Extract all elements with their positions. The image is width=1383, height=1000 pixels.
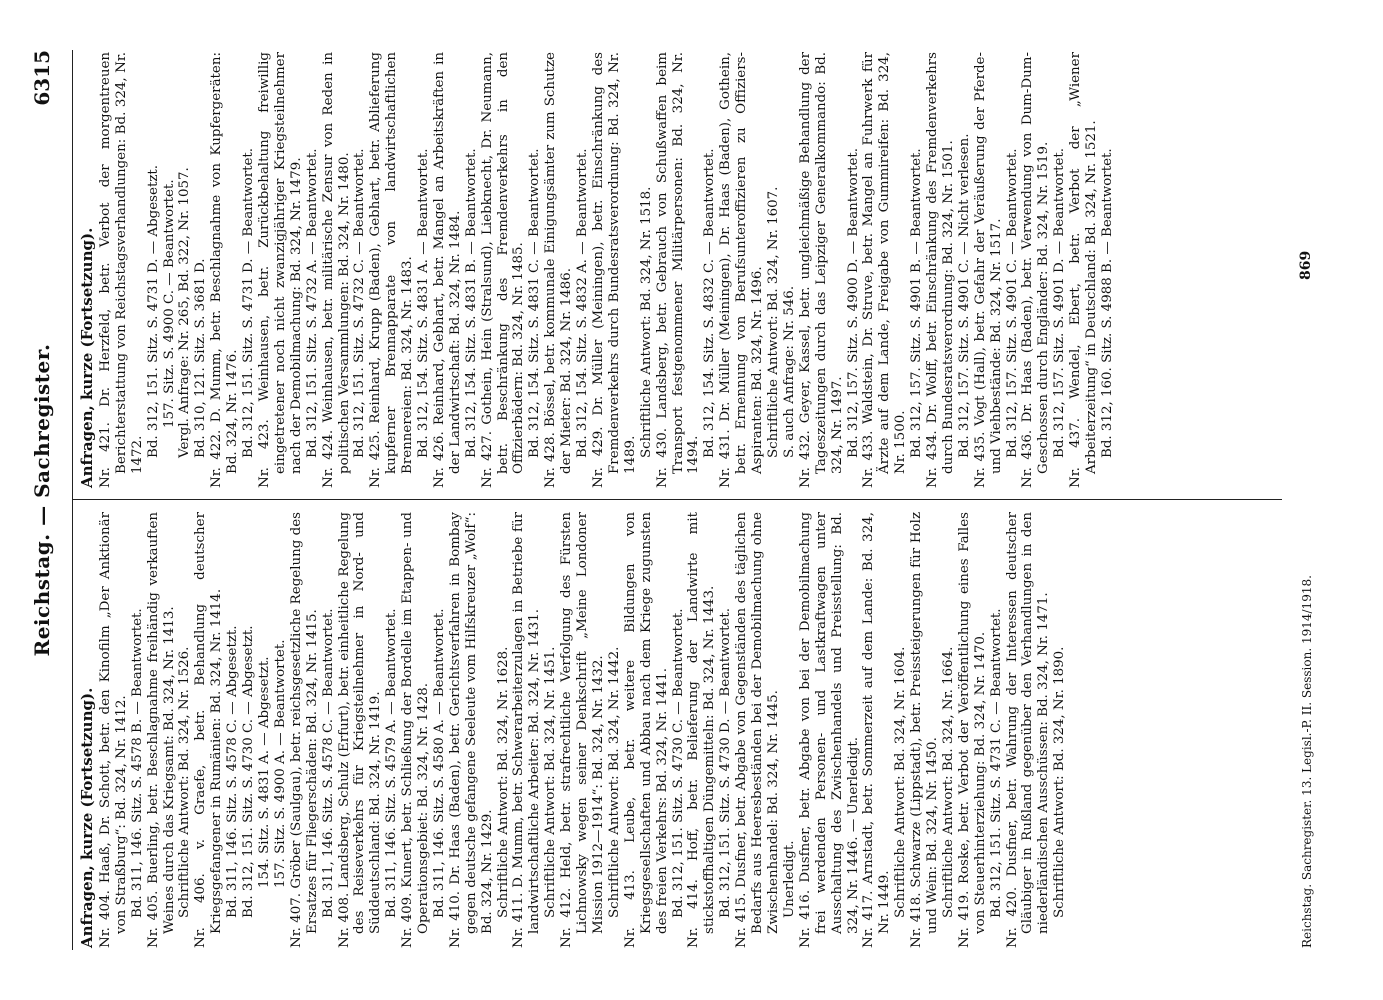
index-reference: Bd. 311, 146. Sitz. S. 4578 B. — Beantwortet.: [129, 608, 145, 918]
index-entry: Nr. 427. Gothein, Hein (Stralsund), Liebknecht, Dr. Neumann, betr. Beschränkung des Fremdenverkehrs in den Offizierbädern: Bd. 324, Nr. 1485.: [479, 52, 527, 488]
index-reference: S. auch Anfrage: Nr. 546.: [781, 285, 797, 458]
index-reference: Bd. 312, 154. Sitz. S. 4831 A. — Beantwortet.: [416, 148, 432, 458]
index-reference: Bd. 312, 154. Sitz. S. 4832 A. — Beantwortet.: [575, 148, 591, 458]
index-entry: Nr. 414. Hoff, betr. Belieferung der Landwirte mit stickstoffhaltigen Düngemitteln: Bd. 324, Nr. 1443.: [686, 512, 718, 948]
index-entry: Nr. 409. Kunert, betr. Schließung der Bordelle im Etappen- und Operationsgebiet: Bd. 324, Nr. 1428.: [400, 512, 432, 948]
index-entry: Nr. 417. Arnstadt, betr. Sommerzeit auf dem Lande: Bd. 324, Nr. 1449.: [861, 512, 893, 948]
index-entry: Nr. 421. Dr. Herzfeld, betr. Verbot der morgentreuen Berichterstattung von Reichstagsverhandlungen: Bd. 324, Nr. 1472.: [97, 52, 145, 488]
left-entries: [98, 512, 1068, 948]
index-reference: Bd. 312, 157. Sitz. S. 4901 C. — Nicht verlesen.: [956, 133, 972, 458]
index-entry: Nr. 433. Waldstein, Dr. Struve, betr. Mangel an Fuhrwerk für Ärzte auf dem Lande, Freigabe von Gummireifen: Bd. 324, Nr. 1500.: [861, 52, 909, 488]
index-entry: Nr. 420. Dusfner, betr. Wahrung der Interessen deutscher Gläubiger in Rußland gegenüber den Verhandlungen in den niederländischen Ausschüssen: Bd. 324, Nr. 1471.: [1004, 512, 1052, 948]
section-title: Anfragen, kurze (Fortsetzung).: [78, 687, 96, 948]
index-reference: Bd. 312, 157. Sitz. S. 4901 B. — Beantwortet.: [909, 148, 925, 458]
index-entry: Nr. 429. Dr. Müller (Meiningen), betr. Einschränkung des Fremdenverkehrs durch Bundesratsverordnung: Bd. 324, Nr. 1489.: [591, 52, 638, 488]
index-entry: Nr. 406. v. Graefe, betr. Behandlung deutscher Kriegsgefangener in Rumänien: Bd. 324, Nr. 1414.: [193, 512, 225, 948]
index-entry: Nr. 428. Bössel, betr. kommunale Einigungsämter zum Schutze der Mieter: Bd. 324, Nr. 1486.: [543, 52, 575, 488]
index-entry: Nr. 405. Buerling, betr. Beschlagnahme freihändig verkauften Weines durch das Kriegsamt: Bd. 324, Nr. 1413.: [145, 512, 177, 948]
index-reference: Bd. 312, 157. Sitz. S. 4900 D. — Beantwortet.: [845, 147, 861, 458]
index-reference: Bd. 312, 151. Sitz. S. 4732 C. — Beantwortet.: [352, 148, 368, 458]
index-reference: Bd. 312, 151. Sitz. S. 4732 A. — Beantwortet.: [304, 148, 320, 458]
index-reference: Schriftliche Antwort: Bd. 324, Nr. 1526.: [177, 646, 193, 918]
index-reference: Bd. 310, 121. Sitz. S. 3681 D.: [193, 258, 209, 458]
index-reference: Schriftliche Antwort: Bd. 324, Nr. 1607.: [765, 186, 781, 458]
right-entries: [98, 52, 1116, 488]
index-entry: Nr. 407. Gröber (Saulgau), betr. reichsgesetzliche Regelung des Ersatzes für Fliegerschäden: Bd. 324, Nr. 1415.: [288, 512, 320, 948]
index-entry: Nr. 410. Dr. Haas (Baden), betr. Gerichtsverfahren in Bombay gegen deutsche gefangene Seeleute vom Hilfskreuzer „Wolf“: Bd. 324, Nr. 1429.: [447, 512, 495, 948]
index-reference: Bd. 312, 160. Sitz. S. 4988 B. — Beantwortet.: [1100, 148, 1115, 458]
header-rule: [72, 50, 73, 950]
index-entry: Nr. 434. Dr. Wolff, betr. Einschränkung des Fremdenverkehrs durch Bundesratsverordnung: Bd. 324, Nr. 1501.: [925, 52, 956, 488]
index-reference: Bd. 312, 151. Sitz. S. 4731 C. — Beantwortet.: [988, 608, 1004, 918]
footer-page-number: 869: [1298, 250, 1314, 280]
index-entry: Nr. 404. Haaß, Dr. Schott, betr. den Kinofilm „Der Anktionär von Straßburg“: Bd. 324, Nr. 1412.: [97, 512, 129, 948]
index-reference: Bd. 312, 151. Sitz. S. 4731 D. — Beantwortet.: [241, 147, 257, 458]
index-entry: Nr. 415. Dusfner, betr. Abgabe von Gegenständen des täglichen Bedarfs aus Heeresbeständen bei der Demobilmachung ohne Zwischenhandel: Bd. 324, Nr. 1445.: [734, 512, 781, 948]
index-reference: Bd. 312, 154. Sitz. S. 4831 C. — Beantwortet.: [527, 148, 543, 458]
index-reference: Unerledigt.: [781, 840, 797, 918]
index-entry: Nr. 418. Schwarze (Lippstadt), betr. Preissteigerungen für Holz und Wein: Bd. 324, Nr. 1450.: [909, 512, 941, 948]
index-reference: Bd. 311, 146. Sitz. S. 4578 C. — Beantwortet.: [320, 608, 336, 918]
index-reference: Bd. 311, 146. Sitz. S. 4578 C. — Abgesetzt.: [225, 625, 241, 918]
index-entry: Nr. 412. Held, betr. strafrechtliche Verfolgung des Fürsten Lichnowsky wegen seiner Denkschrift „Meine Londoner Mission 1912—1914“: Bd. 324, Nr. 1432.: [559, 512, 606, 948]
index-reference: Bd. 312, 157. Sitz. S. 4901 D. — Beantwortet.: [1052, 147, 1068, 458]
index-reference: Vergl. Anfrage: Nr. 265, Bd. 322, Nr. 1057.: [177, 167, 193, 458]
index-reference: Schriftliche Antwort: Bd. 324, Nr. 1890.: [1052, 646, 1068, 918]
index-entry: Nr. 432. Geyer, Kassel, betr. ungleichmäßige Behandlung der Tageszeitungen durch das Leipziger Generalkommando: Bd. 324, Nr. 1497.: [797, 52, 845, 488]
running-title: Reichstag. — Sachregister.: [30, 343, 54, 657]
footer-note: Reichstag. Sachregister. 13. Legisl.-P. II. Session. 1914/1918.: [1300, 575, 1314, 948]
index-reference: Schriftliche Antwort: Bd. 324, Nr. 1451.: [543, 646, 559, 918]
index-reference: Schriftliche Antwort: Bd. 324, Nr. 1442.: [606, 646, 622, 918]
index-reference: Schriftliche Antwort: Bd. 324, Nr. 1518.: [638, 186, 654, 458]
page-header: [30, 50, 70, 950]
index-reference: Schriftliche Antwort: Bd. 324, Nr. 1664.: [940, 646, 956, 918]
index-reference: 157. Sitz. S. 4900 C. — Beantwortet.: [161, 179, 177, 428]
column-divider: [72, 499, 1282, 500]
index-entry: Nr. 437. Wendel, Ebert, betr. Verbot der „Wiener Arbeiterzeitung“ in Deutschland: Bd. 324, Nr. 1521.: [1068, 52, 1100, 488]
index-entry: Nr. 408. Landsberg, Schulz (Erfurt), betr. einheitliche Regelung des Reiseverkehrs für Kriegsteilnehmer in Nord- und Süddeutschland: Bd. 324, Nr. 1419.: [336, 512, 384, 948]
index-entry: Nr. 419. Roske, betr. Verbot der Veröffentlichung eines Falles von Steuerhinterziehung: Bd. 324, Nr. 1470.: [956, 512, 988, 948]
index-entry: Nr. 431. Dr. Müller (Meiningen), Dr. Haas (Baden), Gothein, betr. Ernennung von Berufsunteroffizieren zu Offiziers-Aspiranten: Bd. 324, Nr. 1496.: [718, 52, 766, 488]
index-reference: Bd. 312, 154. Sitz. S. 4832 C. — Beantwortet.: [702, 148, 718, 458]
index-reference: Bd. 311, 146. Sitz. S. 4579 A. — Beantwortet.: [384, 608, 400, 918]
index-entry: Nr. 436. Dr. Haas (Baden), betr. Verwendung von Dum-Dum-Geschossen durch Engländer: Bd. 324, Nr. 1519.: [1020, 52, 1052, 488]
right-column: [80, 52, 1116, 488]
left-column: [80, 512, 1068, 948]
index-reference: Schriftliche Antwort: Bd. 324, Nr. 1628.: [495, 646, 511, 918]
index-reference: Bd. 312, 151. Sitz. S. 4731 D. — Abgesetzt.: [145, 164, 161, 458]
index-reference: 157. Sitz. S. 4900 A. — Beantwortet.: [272, 639, 288, 888]
index-entry: Nr. 422. D. Mumm, betr. Beschlagnahme von Kupfergeräten: Bd. 324, Nr. 1476.: [209, 52, 241, 488]
index-entry: Nr. 435. Vogt (Hall), betr. Gefahr der Veräußerung der Pferde- und Viehbestände: Bd. 324, Nr. 1517.: [972, 52, 1004, 488]
index-entry: Nr. 426. Reinhard, Gebhart, betr. Mangel an Arbeitskräften in der Landwirtschaft: Bd. 324, Nr. 1484.: [431, 52, 463, 488]
index-entry: Nr. 430. Landsberg, betr. Gebrauch von Schußwaffen beim Transport festgenommener Militärpersonen: Bd. 324, Nr. 1494.: [654, 52, 702, 488]
index-entry: Nr. 413. Leube, betr. weitere Bildungen von Kriegsgesellschaften und Abbau nach dem Kriege zugunsten des freien Verkehrs: Bd. 324, Nr. 1441.: [622, 512, 670, 948]
index-reference: Bd. 312, 154. Sitz. S. 4831 B. — Beantwortet.: [463, 148, 479, 458]
index-reference: Schriftliche Antwort: Bd. 324, Nr. 1604.: [893, 646, 909, 918]
index-entry: Nr. 423. Weinhausen, betr. Zurückbehaltung freiwillig eingetretener noch nicht zwanzigjähriger Kriegsteilnehmer nach der Demobilmachung: Bd. 324, Nr. 1479.: [256, 52, 304, 488]
index-reference: Bd. 312, 151. Sitz. S. 4730 C. — Abgesetzt.: [241, 625, 257, 918]
section-title: Anfragen, kurze (Fortsetzung).: [78, 227, 96, 488]
index-entry: Nr. 411. D. Mumm, betr. Schwerarbeiterzulagen in Betriebe für landwirtschaftliche Arbeiter: Bd. 324, Nr. 1431.: [511, 512, 543, 948]
index-entry: Nr. 424. Weinhausen, betr. militärische Zensur von Reden in politischen Versammlungen: Bd. 324, Nr. 1480.: [320, 52, 352, 488]
index-reference: 154. Sitz. S. 4831 A. — Abgesetzt.: [256, 656, 272, 888]
index-reference: Bd. 312, 157. Sitz. S. 4901 C. — Beantwortet.: [1004, 148, 1020, 458]
index-entry: Nr. 416. Dusfner, betr. Abgabe von bei der Demobilmachung frei werdenden Personen- und Lastkraftwagen unter Ausschaltung des Zwischenhandels und Preisstellung: Bd. 324, Nr. 1446. — Unerledigt.: [797, 512, 861, 948]
index-reference: Bd. 312, 151. Sitz. S. 4730 D. — Beantwortet.: [718, 607, 734, 918]
index-entry: Nr. 425. Reinhard, Krupp (Baden), Gebhart, betr. Ablieferung kupferner Brennapparate von landwirtschaftlichen Brennereien: Bd. 324, Nr. 1483.: [368, 52, 416, 488]
page-number: 6315: [30, 50, 54, 106]
index-reference: Bd. 311, 146. Sitz. S. 4580 A. — Beantwortet.: [431, 608, 447, 918]
index-reference: Bd. 312, 151. Sitz. S. 4730 C. — Beantwortet.: [670, 608, 686, 918]
